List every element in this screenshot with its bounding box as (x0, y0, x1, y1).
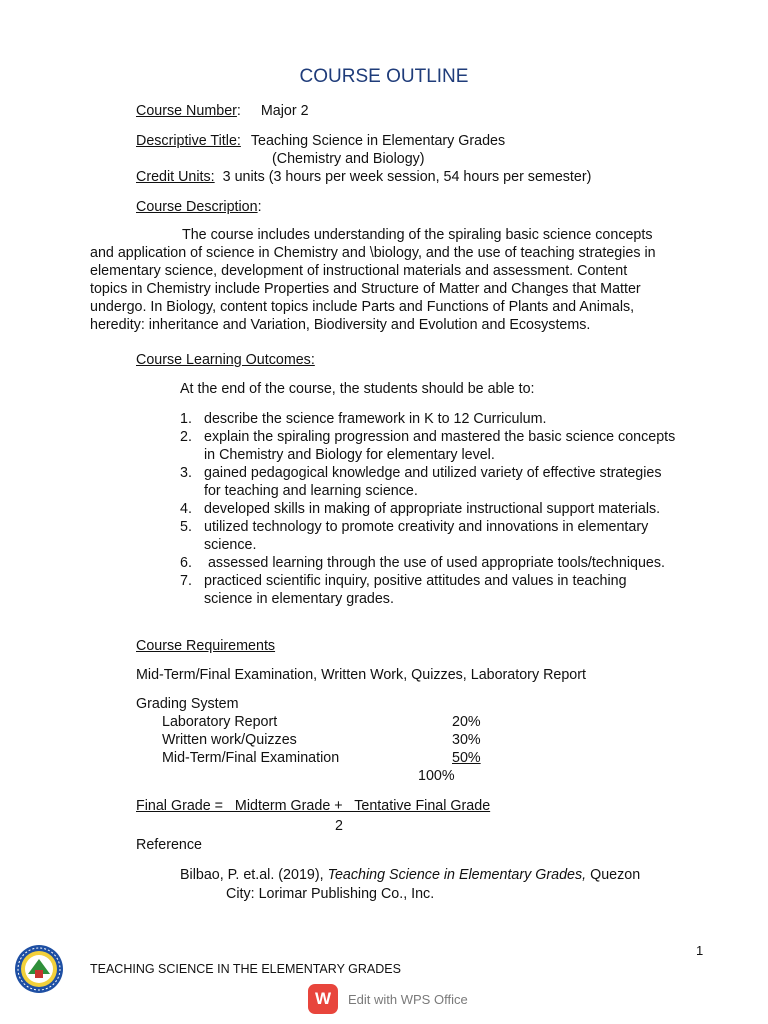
list-item (180, 410, 720, 428)
list-item (180, 554, 720, 572)
credit-units-label: Credit Units: (136, 169, 215, 185)
grade-item-name: Written work/Quizzes (162, 732, 297, 748)
page-number: 1 (696, 943, 704, 958)
description-line: topics in Chemistry include Properties and Structure of Matter and Changes that Matter (90, 281, 641, 297)
item-number: 2. (180, 429, 192, 445)
item-number: 1. (180, 411, 192, 427)
credit-units-value: 3 units (3 hours per week session, 54 hours per semester) (222, 169, 592, 185)
item-text: for teaching and learning science. (204, 483, 418, 499)
item-text: science in elementary grades. (204, 591, 394, 607)
item-number: 6. (180, 555, 192, 571)
description-line: undergo. In Biology, content topics include Parts and Functions of Plants and Animals, (90, 299, 635, 315)
reference-place: Quezon (586, 867, 641, 883)
item-text: describe the science framework in K to 12 Curriculum. (204, 411, 547, 427)
learning-outcomes-list (180, 410, 720, 608)
school-seal-logo (14, 944, 64, 994)
reference-publisher: City: Lorimar Publishing Co., Inc. (226, 886, 435, 902)
credit-units (136, 168, 591, 186)
description-line: elementary science, development of instructional materials and assessment. Content (90, 263, 628, 279)
course-number-label: Course Number (136, 103, 237, 119)
reference-heading: Reference (136, 837, 202, 853)
descriptive-title-line1: Teaching Science in Elementary Grades (250, 133, 506, 149)
item-number: 7. (180, 573, 192, 589)
item-text: practiced scientific inquiry, positive attitudes and values in teaching (204, 573, 627, 589)
descriptive-title-label: Descriptive Title: (136, 133, 241, 149)
requirements-heading: Course Requirements (136, 638, 276, 654)
list-item (180, 518, 720, 554)
grade-item-value: 30% (452, 732, 481, 748)
grading-table (162, 713, 482, 767)
learning-outcomes-heading: Course Learning Outcomes: (136, 352, 315, 368)
grade-item-value: 50% (452, 750, 481, 766)
item-text: science. (204, 537, 257, 553)
requirements-text: Mid-Term/Final Examination, Written Work, Quizzes, Laboratory Report (136, 667, 586, 683)
footer-course-title: TEACHING SCIENCE IN THE ELEMENTARY GRADES (90, 962, 401, 976)
table-row (162, 749, 482, 767)
description-line: and application of science in Chemistry and \biology, and the use of teaching strategies in (90, 245, 656, 261)
course-description-heading (136, 198, 262, 216)
wps-edit-banner[interactable] (308, 984, 468, 1014)
item-text: utilized technology to promote creativity and innovations in elementary (204, 519, 649, 535)
item-text: explain the spiraling progression and mastered the basic science concepts (204, 429, 676, 445)
wps-logo-icon: W (308, 984, 338, 1014)
table-row (162, 731, 482, 749)
item-text: assessed learning through the use of used appropriate tools/techniques. (204, 555, 665, 571)
item-text: gained pedagogical knowledge and utilized variety of effective strategies (204, 465, 662, 481)
grade-item-value: 20% (452, 714, 481, 730)
item-text: in Chemistry and Biology for elementary level. (204, 447, 495, 463)
reference-book-title: Teaching Science in Elementary Grades, (327, 867, 587, 883)
final-grade-divisor: 2 (335, 818, 343, 834)
grading-total: 100% (418, 768, 455, 784)
table-row (162, 713, 482, 731)
item-number: 3. (180, 465, 192, 481)
course-number (136, 102, 309, 120)
descriptive-title (136, 132, 505, 150)
course-description-colon: : (257, 199, 262, 215)
course-description-text (90, 226, 720, 334)
page-title: COURSE OUTLINE (299, 66, 469, 87)
item-number: 4. (180, 501, 192, 517)
course-number-value: Major 2 (260, 103, 309, 119)
description-line: The course includes understanding of the spiraling basic science concepts (182, 227, 653, 243)
reference-authors: Bilbao, P. et.al. (2019), (180, 867, 328, 883)
list-item (180, 572, 720, 608)
learning-outcomes-intro: At the end of the course, the students should be able to: (180, 381, 535, 397)
course-description-label: Course Description (136, 199, 258, 215)
grade-item-name: Laboratory Report (162, 714, 278, 730)
list-item (180, 500, 720, 518)
descriptive-title-line2: (Chemistry and Biology) (272, 151, 425, 167)
item-number: 5. (180, 519, 192, 535)
list-item (180, 428, 720, 464)
grading-system-heading: Grading System (136, 696, 239, 712)
reference-entry (180, 866, 640, 884)
wps-edit-label: Edit with WPS Office (348, 991, 468, 1007)
final-grade-formula: Final Grade = Midterm Grade + Tentative Final Grade (136, 798, 491, 814)
list-item (180, 464, 720, 500)
grade-item-name: Mid-Term/Final Examination (162, 750, 340, 766)
course-number-colon: : (236, 103, 241, 119)
item-text: developed skills in making of appropriate instructional support materials. (204, 501, 661, 517)
description-line: heredity: inheritance and Variation, Biodiversity and Evolution and Ecosystems. (90, 317, 591, 333)
